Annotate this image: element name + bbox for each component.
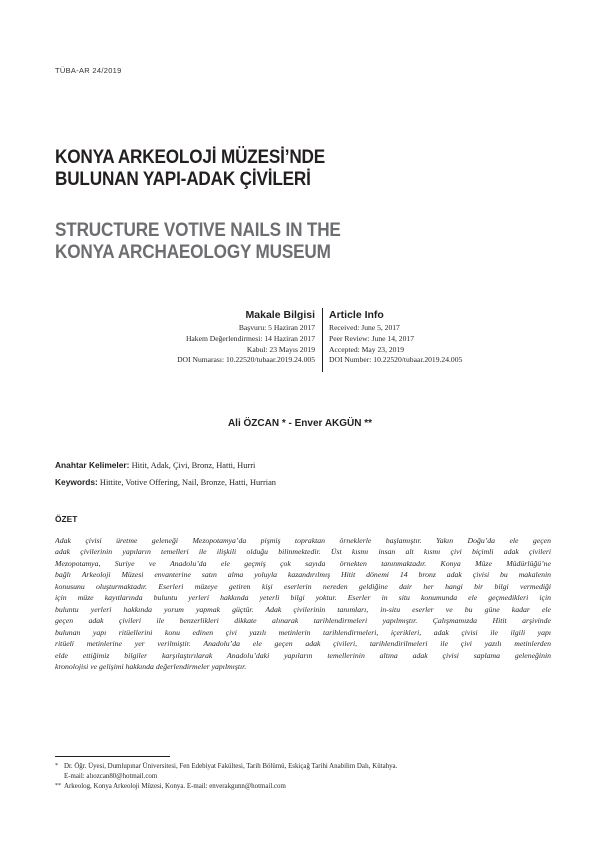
abstract-line: konusunu oluşturmaktadır. Eserleri müzeye getiren kişi eserlerin nereden geldiğine dair her hangi bir bilgi vermediği [55,581,551,591]
makale-bilgisi-heading: Makale Bilgisi [245,309,315,321]
keywords-tr-value: Hitit, Adak, Çivi, Bronz, Hatti, Hurri [131,461,256,470]
ozet-heading: ÖZET [55,514,78,524]
footnote-2-affiliation[interactable]: Arkeolog, Konya Arkeoloji Müzesi, Konya. E-mail: enverakgunn@hotmail.com [64,783,286,790]
footnote-2-mark: ** [55,783,61,789]
footnotes [55,762,555,792]
journal-code: TÜBA-AR 24/2019 [55,66,122,75]
article-info-accepted: Accepted: May 23, 2019 [329,344,405,354]
article-info-doi: DOI Number: 10.22520/tubaar.2019.24.005 [329,355,463,365]
makale-bilgisi-basvuru: Başvuru: 5 Haziran 2017 [238,323,315,332]
abstract-line: buluntu yerleri hakkında yorum yapmak güçtür. Adak çivilerinin tanımları, in-situ eserler ve bu güne kadar ele [55,604,551,614]
info-divider [322,308,323,372]
abstract-line: kronolojisi ve gelişimi hakkında değerlendirmeler yapılmıştır. [55,661,247,671]
makale-bilgisi-kabul: Kabul: 23 Mayıs 2019 [246,344,315,354]
article-info-received: Received: June 5, 2017 [329,323,400,332]
keywords-turkish [55,460,255,470]
authors: Ali ÖZCAN * - Enver AKGÜN ** [227,418,373,429]
footnote-1-email[interactable]: E-mail: alıozcan80@hotmail.com [64,773,158,780]
makale-bilgisi-block [177,308,315,366]
article-info-heading: Article Info [329,309,384,321]
abstract-line: Mezopotamya, Suriye ve Anadolu’da ele geçmiş çok sayıda örnekten tanınmaktadır. Konya Müze Müdürlüğü’ne [55,558,551,568]
footnote-1-affiliation: Dr. Öğr. Üyesi, Dumlupınar Üniversitesi, Fen Edebiyat Fakültesi, Tarih Bölümü, Eskiçağ Tarihi Anabilim Dalı, Kütahya. [64,763,398,770]
footnote-1 [55,762,555,782]
title-tr-line-1: KONYA ARKEOLOJİ MÜZESİ’NDE [55,146,326,168]
keywords-english [55,477,276,487]
title-tr-line-2: BULUNAN YAPI-ADAK ÇİVİLERİ [55,168,311,190]
footnote-rule [55,756,170,757]
title-en-line-2: KONYA ARCHAEOLOGY MUSEUM [55,241,331,263]
abstract-line: elde ettiğimiz bilgiler karşılaştırılarak Anadolu’daki yapıların temellerinin altına adak çivisi saplama geleneğinin [55,650,551,660]
keywords-en-value: Hittite, Votive Offering, Nail, Bronze, Hatti, Hurrian [99,478,276,487]
keywords-tr-label: Anahtar Kelimeler: [55,460,130,470]
abstract-line: geçen adak çivileri ile benzerlikleri dikkate alınarak tarihlendirmeleri yapılmıştır. Çalışmamızda Hitit arşivinde [55,616,551,626]
footnote-1-mark: * [55,763,58,769]
keywords-en-label: Keywords: [55,477,98,487]
article-info-block [329,308,462,366]
abstract-line: Adak çivisi üretme geleneği Mezopotamya’da pişmiş topraktan örneklerle başlamıştır. Yakın Doğu’da ele geçen [55,536,551,545]
makale-bilgisi-hakem: Hakem Değerlendirmesi: 14 Haziran 2017 [185,333,315,343]
abstract-line: bağlı Arkeoloji Müzesi envanterine satın alma yoluyla kazandırılmış Hitit dönemi 14 bronz adak çivisi bu makalenin [55,570,551,580]
abstract-line: için müze kayıtlarında buluntu yerleri hakkında yeterli bilgi yoktur. Eserler in situ konumunda ele geçmedikleri için [55,593,551,603]
abstract-text [55,535,551,672]
abstract-line: adak çivilerinin yapıların temelleri ile ilişkili olduğu bilinmektedir. Üst kısmı insan alt kısmı çivi biçimli adak çivileri [55,547,551,557]
abstract-line: ritüeli metinlerine yer verilmiştir. Anadolu’da ele geçen adak çivileri, tarihlendirilmeleri ile çivi yazılı metinlerden [55,639,551,649]
abstract-line: bulunan yapı ritüellerini konu edinen çivi yazılı metinlerin tarihlendirmeleri, içerikleri, adak çivisi ile ilgili yapı [55,627,551,637]
article-info-peer-review: Peer Review: June 14, 2017 [329,333,414,343]
title-en-line-1: STRUCTURE VOTIVE NAILS IN THE [55,219,341,241]
title-turkish [55,146,495,190]
title-english [55,219,495,263]
footnote-2 [55,782,555,792]
makale-bilgisi-doi: DOI Numarası: 10.22520/tubaar.2019.24.005 [177,355,315,365]
